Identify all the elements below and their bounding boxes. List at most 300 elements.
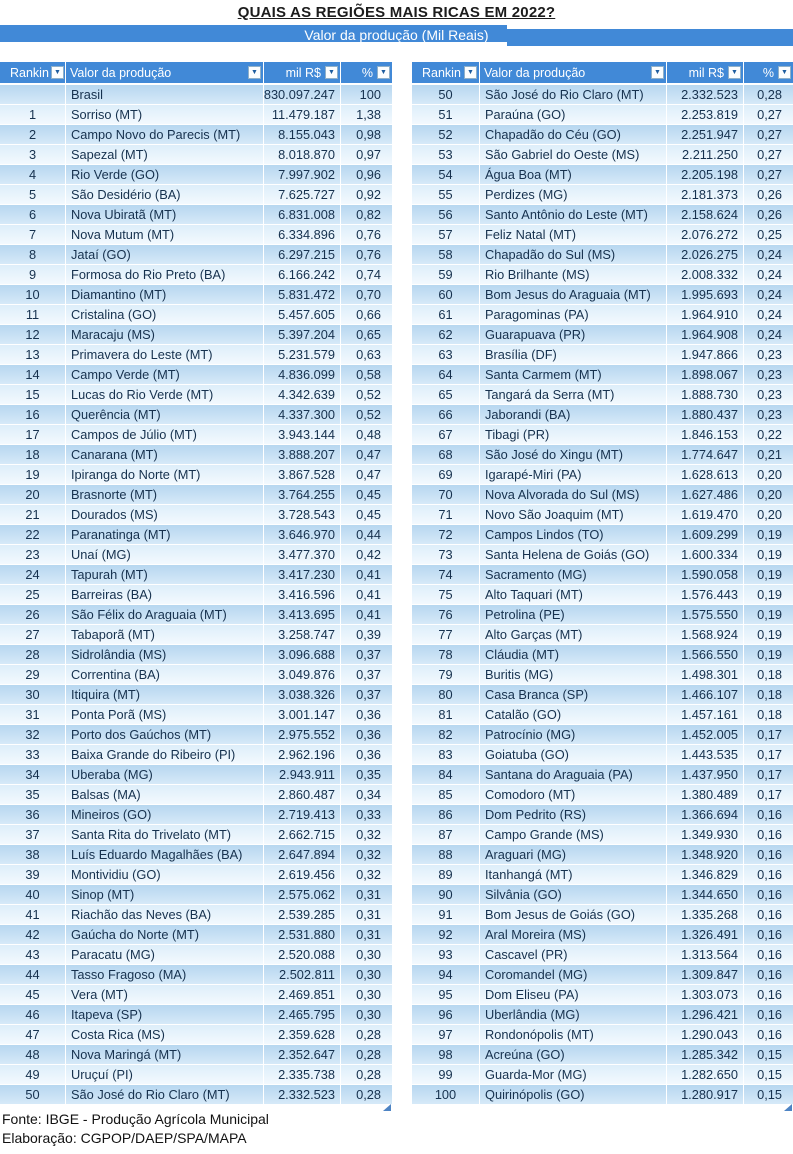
filter-button[interactable] [464, 66, 477, 79]
rank-cell: 27 [0, 625, 65, 644]
column-header-label: % [361, 65, 373, 80]
filter-button[interactable] [325, 66, 338, 79]
municipality-cell: Perdizes (MG) [480, 185, 666, 204]
table-row [412, 645, 793, 664]
filter-button[interactable] [778, 66, 791, 79]
column-header-municipality [66, 62, 263, 83]
table-row [412, 725, 793, 744]
table-row [0, 985, 392, 1004]
rank-cell: 65 [412, 385, 479, 404]
percent-cell: 0,28 [341, 1065, 392, 1084]
rank-cell: 86 [412, 805, 479, 824]
percent-cell: 0,47 [341, 465, 392, 484]
table-row [412, 185, 793, 204]
footer [0, 1110, 793, 1148]
filter-button[interactable] [248, 66, 261, 79]
municipality-cell: Santa Helena de Goiás (GO) [480, 545, 666, 564]
table-row [412, 765, 793, 784]
value-cell: 2.662.715 [264, 825, 340, 844]
rank-cell: 64 [412, 365, 479, 384]
percent-cell: 0,31 [341, 885, 392, 904]
rank-cell: 99 [412, 1065, 479, 1084]
table-row [412, 245, 793, 264]
value-cell: 1.452.005 [667, 725, 743, 744]
filter-button[interactable] [651, 66, 664, 79]
value-cell: 1.290.043 [667, 1025, 743, 1044]
percent-cell: 0,32 [341, 825, 392, 844]
table-row [0, 725, 392, 744]
value-cell: 2.332.523 [264, 1085, 340, 1104]
chevron-down-icon: ▼ [53, 69, 61, 76]
value-cell: 2.619.456 [264, 865, 340, 884]
percent-cell: 0,26 [744, 205, 793, 224]
municipality-cell: Ponta Porã (MS) [66, 705, 263, 724]
percent-cell: 0,35 [341, 765, 392, 784]
municipality-cell: Alto Taquari (MT) [480, 585, 666, 604]
rank-cell: 32 [0, 725, 65, 744]
municipality-cell: Santa Rita do Trivelato (MT) [66, 825, 263, 844]
municipality-cell: Uberlândia (MG) [480, 1005, 666, 1024]
municipality-cell: Guarapuava (PR) [480, 325, 666, 344]
municipality-cell: Baixa Grande do Ribeiro (PI) [66, 745, 263, 764]
municipality-cell: Nova Alvorada do Sul (MS) [480, 485, 666, 504]
municipality-cell: Tabaporã (MT) [66, 625, 263, 644]
percent-cell: 0,32 [341, 845, 392, 864]
table-row [412, 685, 793, 704]
rank-cell: 84 [412, 765, 479, 784]
percent-cell: 0,28 [341, 1025, 392, 1044]
column-header-value [667, 62, 743, 83]
municipality-cell: Guarda-Mor (MG) [480, 1065, 666, 1084]
rank-cell: 15 [0, 385, 65, 404]
percent-cell: 0,65 [341, 325, 392, 344]
rank-cell: 58 [412, 245, 479, 264]
value-cell: 6.334.896 [264, 225, 340, 244]
municipality-cell: Aral Moreira (MS) [480, 925, 666, 944]
percent-cell: 0,16 [744, 825, 793, 844]
table-row [0, 785, 392, 804]
percent-cell: 0,24 [744, 265, 793, 284]
rank-cell: 40 [0, 885, 65, 904]
value-cell: 1.348.920 [667, 845, 743, 864]
rank-cell: 56 [412, 205, 479, 224]
value-cell: 1.566.550 [667, 645, 743, 664]
rank-cell: 10 [0, 285, 65, 304]
percent-cell: 0,16 [744, 985, 793, 1004]
table-row [0, 525, 392, 544]
rank-cell: 81 [412, 705, 479, 724]
column-header-label: mil R$ [688, 65, 724, 80]
percent-cell: 0,16 [744, 885, 793, 904]
value-cell: 2.469.851 [264, 985, 340, 1004]
rank-cell: 36 [0, 805, 65, 824]
rank-cell: 2 [0, 125, 65, 144]
municipality-cell: São Desidério (BA) [66, 185, 263, 204]
percent-cell: 0,47 [341, 445, 392, 464]
rank-cell: 35 [0, 785, 65, 804]
table-row [0, 425, 392, 444]
percent-cell: 0,39 [341, 625, 392, 644]
municipality-cell: São Félix do Araguaia (MT) [66, 605, 263, 624]
percent-cell: 0,66 [341, 305, 392, 324]
table-row [412, 365, 793, 384]
municipality-cell: Uruçuí (PI) [66, 1065, 263, 1084]
value-cell: 2.520.088 [264, 945, 340, 964]
value-cell: 7.625.727 [264, 185, 340, 204]
percent-cell: 0,17 [744, 765, 793, 784]
table-row [0, 845, 392, 864]
rank-cell: 8 [0, 245, 65, 264]
rank-cell: 9 [0, 265, 65, 284]
percent-cell: 0,30 [341, 1005, 392, 1024]
rank-cell: 79 [412, 665, 479, 684]
percent-cell: 0,18 [744, 685, 793, 704]
value-cell: 2.076.272 [667, 225, 743, 244]
table-row [412, 745, 793, 764]
municipality-cell: Ipiranga do Norte (MT) [66, 465, 263, 484]
rank-cell: 41 [0, 905, 65, 924]
rank-cell: 60 [412, 285, 479, 304]
value-cell: 1.457.161 [667, 705, 743, 724]
rank-cell: 29 [0, 665, 65, 684]
value-cell: 6.831.008 [264, 205, 340, 224]
value-cell: 1.296.421 [667, 1005, 743, 1024]
percent-cell: 0,76 [341, 225, 392, 244]
table-row [0, 905, 392, 924]
table-row [412, 305, 793, 324]
value-cell: 1.619.470 [667, 505, 743, 524]
table-row [412, 905, 793, 924]
rank-cell: 52 [412, 125, 479, 144]
value-cell: 1.576.443 [667, 585, 743, 604]
rank-cell: 43 [0, 945, 65, 964]
table-row [412, 425, 793, 444]
table-row [412, 945, 793, 964]
value-cell: 2.502.811 [264, 965, 340, 984]
value-cell: 1.437.950 [667, 765, 743, 784]
value-cell: 3.049.876 [264, 665, 340, 684]
percent-cell: 0,20 [744, 485, 793, 504]
rank-cell: 42 [0, 925, 65, 944]
rank-cell: 70 [412, 485, 479, 504]
value-cell: 1.947.866 [667, 345, 743, 364]
percent-cell: 0,16 [744, 865, 793, 884]
rank-cell: 37 [0, 825, 65, 844]
municipality-cell: Luís Eduardo Magalhães (BA) [66, 845, 263, 864]
rank-cell: 54 [412, 165, 479, 184]
municipality-cell: Primavera do Leste (MT) [66, 345, 263, 364]
rank-cell: 7 [0, 225, 65, 244]
rank-cell: 73 [412, 545, 479, 564]
table-row [0, 625, 392, 644]
percent-cell: 0,98 [341, 125, 392, 144]
value-cell: 8.018.870 [264, 145, 340, 164]
percent-cell: 0,96 [341, 165, 392, 184]
municipality-cell: Brasnorte (MT) [66, 485, 263, 504]
municipality-cell: Canarana (MT) [66, 445, 263, 464]
municipality-cell: Água Boa (MT) [480, 165, 666, 184]
table-row [0, 545, 392, 564]
table-row [412, 1045, 793, 1064]
table-row [0, 125, 392, 144]
value-cell: 2.008.332 [667, 265, 743, 284]
rank-cell: 90 [412, 885, 479, 904]
ranking-table-left [0, 62, 392, 1105]
rank-cell: 39 [0, 865, 65, 884]
municipality-cell: Nova Ubiratã (MT) [66, 205, 263, 224]
rank-cell: 75 [412, 585, 479, 604]
percent-cell: 0,45 [341, 485, 392, 504]
municipality-cell: Buritis (MG) [480, 665, 666, 684]
value-cell: 2.335.738 [264, 1065, 340, 1084]
value-cell: 3.038.326 [264, 685, 340, 704]
column-header-label: % [762, 65, 774, 80]
municipality-cell: Nova Maringá (MT) [66, 1045, 263, 1064]
ranking-table-right [412, 62, 793, 1105]
ranking-tables [0, 62, 793, 1105]
column-header-label: Rankin [422, 65, 461, 80]
value-cell: 5.397.204 [264, 325, 340, 344]
municipality-cell: Igarapé-Miri (PA) [480, 465, 666, 484]
municipality-cell: Paragominas (PA) [480, 305, 666, 324]
rank-cell: 28 [0, 645, 65, 664]
value-cell: 4.342.639 [264, 385, 340, 404]
value-cell: 2.332.523 [667, 85, 743, 104]
table-row [0, 945, 392, 964]
municipality-cell: Santana do Araguaia (PA) [480, 765, 666, 784]
municipality-cell: Dourados (MS) [66, 505, 263, 524]
percent-cell: 0,52 [341, 405, 392, 424]
percent-cell: 0,23 [744, 345, 793, 364]
rank-cell: 50 [412, 85, 479, 104]
percent-cell: 0,22 [744, 425, 793, 444]
chevron-down-icon: ▼ [731, 69, 738, 76]
percent-cell: 0,15 [744, 1065, 793, 1084]
value-cell: 3.728.543 [264, 505, 340, 524]
table-row [412, 385, 793, 404]
rank-cell: 6 [0, 205, 65, 224]
rank-cell: 59 [412, 265, 479, 284]
table-row [412, 345, 793, 364]
municipality-cell: Uberaba (MG) [66, 765, 263, 784]
percent-cell: 0,37 [341, 665, 392, 684]
rank-cell: 66 [412, 405, 479, 424]
rank-cell: 38 [0, 845, 65, 864]
value-cell: 3.646.970 [264, 525, 340, 544]
municipality-cell: Goiatuba (GO) [480, 745, 666, 764]
municipality-cell: Quirinópolis (GO) [480, 1085, 666, 1104]
value-cell: 1.346.829 [667, 865, 743, 884]
column-header-label: Rankin [10, 65, 49, 80]
table-row [0, 965, 392, 984]
value-cell: 3.413.695 [264, 605, 340, 624]
rank-cell: 51 [412, 105, 479, 124]
percent-cell: 0,33 [341, 805, 392, 824]
rank-cell: 50 [0, 1085, 65, 1104]
filter-button[interactable] [377, 66, 390, 79]
municipality-cell: Paracatu (MG) [66, 945, 263, 964]
municipality-cell: Paranatinga (MT) [66, 525, 263, 544]
rank-cell: 22 [0, 525, 65, 544]
municipality-cell: Paraúna (GO) [480, 105, 666, 124]
table-row [412, 865, 793, 884]
table-row [0, 165, 392, 184]
value-cell: 3.477.370 [264, 545, 340, 564]
rank-cell: 13 [0, 345, 65, 364]
table-row [412, 1005, 793, 1024]
table-row [0, 1005, 392, 1024]
value-cell: 1.575.550 [667, 605, 743, 624]
percent-cell: 0,44 [341, 525, 392, 544]
table-row [0, 205, 392, 224]
rank-cell: 16 [0, 405, 65, 424]
municipality-cell: Itiquira (MT) [66, 685, 263, 704]
municipality-cell: Vera (MT) [66, 985, 263, 1004]
table-row [0, 825, 392, 844]
table-row [0, 385, 392, 404]
percent-cell: 0,17 [744, 725, 793, 744]
municipality-cell: São Gabriel do Oeste (MS) [480, 145, 666, 164]
table-row [412, 485, 793, 504]
percent-cell: 0,70 [341, 285, 392, 304]
value-cell: 1.280.917 [667, 1085, 743, 1104]
table-row [0, 345, 392, 364]
rank-cell: 47 [0, 1025, 65, 1044]
table-row [0, 285, 392, 304]
percent-cell: 0,31 [341, 925, 392, 944]
percent-cell: 0,92 [341, 185, 392, 204]
percent-cell: 0,63 [341, 345, 392, 364]
table-row [412, 225, 793, 244]
percent-cell: 0,19 [744, 525, 793, 544]
value-cell: 1.326.491 [667, 925, 743, 944]
table-row [412, 545, 793, 564]
value-cell: 4.337.300 [264, 405, 340, 424]
municipality-cell: Bom Jesus do Araguaia (MT) [480, 285, 666, 304]
municipality-cell: Cláudia (MT) [480, 645, 666, 664]
table-row [0, 505, 392, 524]
value-cell: 2.539.285 [264, 905, 340, 924]
municipality-cell: Tasso Fragoso (MA) [66, 965, 263, 984]
percent-cell: 0,41 [341, 585, 392, 604]
rank-cell: 3 [0, 145, 65, 164]
rank-cell: 46 [0, 1005, 65, 1024]
rank-cell: 69 [412, 465, 479, 484]
value-cell: 1.627.486 [667, 485, 743, 504]
rank-cell: 14 [0, 365, 65, 384]
column-header-percent [341, 62, 392, 83]
table-row [412, 825, 793, 844]
percent-cell: 0,24 [744, 325, 793, 344]
percent-cell: 0,27 [744, 165, 793, 184]
rank-cell: 31 [0, 705, 65, 724]
filter-button[interactable] [51, 66, 64, 79]
municipality-cell: Petrolina (PE) [480, 605, 666, 624]
table-row [412, 845, 793, 864]
rank-cell: 76 [412, 605, 479, 624]
rank-cell: 53 [412, 145, 479, 164]
percent-cell: 0,97 [341, 145, 392, 164]
rank-cell: 62 [412, 325, 479, 344]
value-cell: 3.867.528 [264, 465, 340, 484]
municipality-cell: Montividiu (GO) [66, 865, 263, 884]
rank-cell: 67 [412, 425, 479, 444]
municipality-cell: Araguari (MG) [480, 845, 666, 864]
municipality-cell: Unaí (MG) [66, 545, 263, 564]
table-row [0, 1065, 392, 1084]
value-cell: 2.211.250 [667, 145, 743, 164]
percent-cell: 0,32 [341, 865, 392, 884]
value-cell: 2.962.196 [264, 745, 340, 764]
value-cell: 3.888.207 [264, 445, 340, 464]
value-cell: 2.975.552 [264, 725, 340, 744]
municipality-cell: Jataí (GO) [66, 245, 263, 264]
table-row [0, 265, 392, 284]
value-cell: 2.943.911 [264, 765, 340, 784]
municipality-cell: Cascavel (PR) [480, 945, 666, 964]
rank-cell: 93 [412, 945, 479, 964]
value-cell: 1.600.334 [667, 545, 743, 564]
table-row [412, 105, 793, 124]
chevron-down-icon: ▼ [781, 69, 788, 76]
municipality-cell: Campos Lindos (TO) [480, 525, 666, 544]
value-cell: 1.964.908 [667, 325, 743, 344]
percent-cell: 0,21 [744, 445, 793, 464]
rank-cell: 5 [0, 185, 65, 204]
chevron-down-icon: ▼ [654, 69, 661, 76]
value-cell: 2.026.275 [667, 245, 743, 264]
percent-cell: 0,28 [341, 1085, 392, 1104]
municipality-cell: Mineiros (GO) [66, 805, 263, 824]
municipality-cell: Coromandel (MG) [480, 965, 666, 984]
municipality-cell: Rondonópolis (MT) [480, 1025, 666, 1044]
chevron-down-icon: ▼ [251, 69, 258, 76]
percent-cell: 0,16 [744, 965, 793, 984]
municipality-cell: Brasil [66, 85, 263, 104]
table-row [0, 485, 392, 504]
filter-button[interactable] [728, 66, 741, 79]
rank-cell: 57 [412, 225, 479, 244]
table-row [412, 445, 793, 464]
rank-cell: 95 [412, 985, 479, 1004]
rank-cell: 92 [412, 925, 479, 944]
municipality-cell: Campo Novo do Parecis (MT) [66, 125, 263, 144]
municipality-cell: Acreúna (GO) [480, 1045, 666, 1064]
rank-cell: 4 [0, 165, 65, 184]
table-row [0, 1025, 392, 1044]
percent-cell: 0,24 [744, 305, 793, 324]
rank-cell: 80 [412, 685, 479, 704]
municipality-cell: Itanhangá (MT) [480, 865, 666, 884]
table-row [0, 85, 392, 104]
municipality-cell: Querência (MT) [66, 405, 263, 424]
municipality-cell: Feliz Natal (MT) [480, 225, 666, 244]
table-header-row [412, 62, 793, 83]
municipality-cell: Tibagi (PR) [480, 425, 666, 444]
table-row [0, 1085, 392, 1104]
value-cell: 1.846.153 [667, 425, 743, 444]
rank-cell: 98 [412, 1045, 479, 1064]
percent-cell: 0,24 [744, 285, 793, 304]
table-row [0, 705, 392, 724]
municipality-cell: Campo Grande (MS) [480, 825, 666, 844]
value-cell: 1.964.910 [667, 305, 743, 324]
table-row [412, 625, 793, 644]
table-row [0, 745, 392, 764]
percent-cell: 0,20 [744, 465, 793, 484]
value-cell: 2.181.373 [667, 185, 743, 204]
rank-cell [0, 85, 65, 104]
